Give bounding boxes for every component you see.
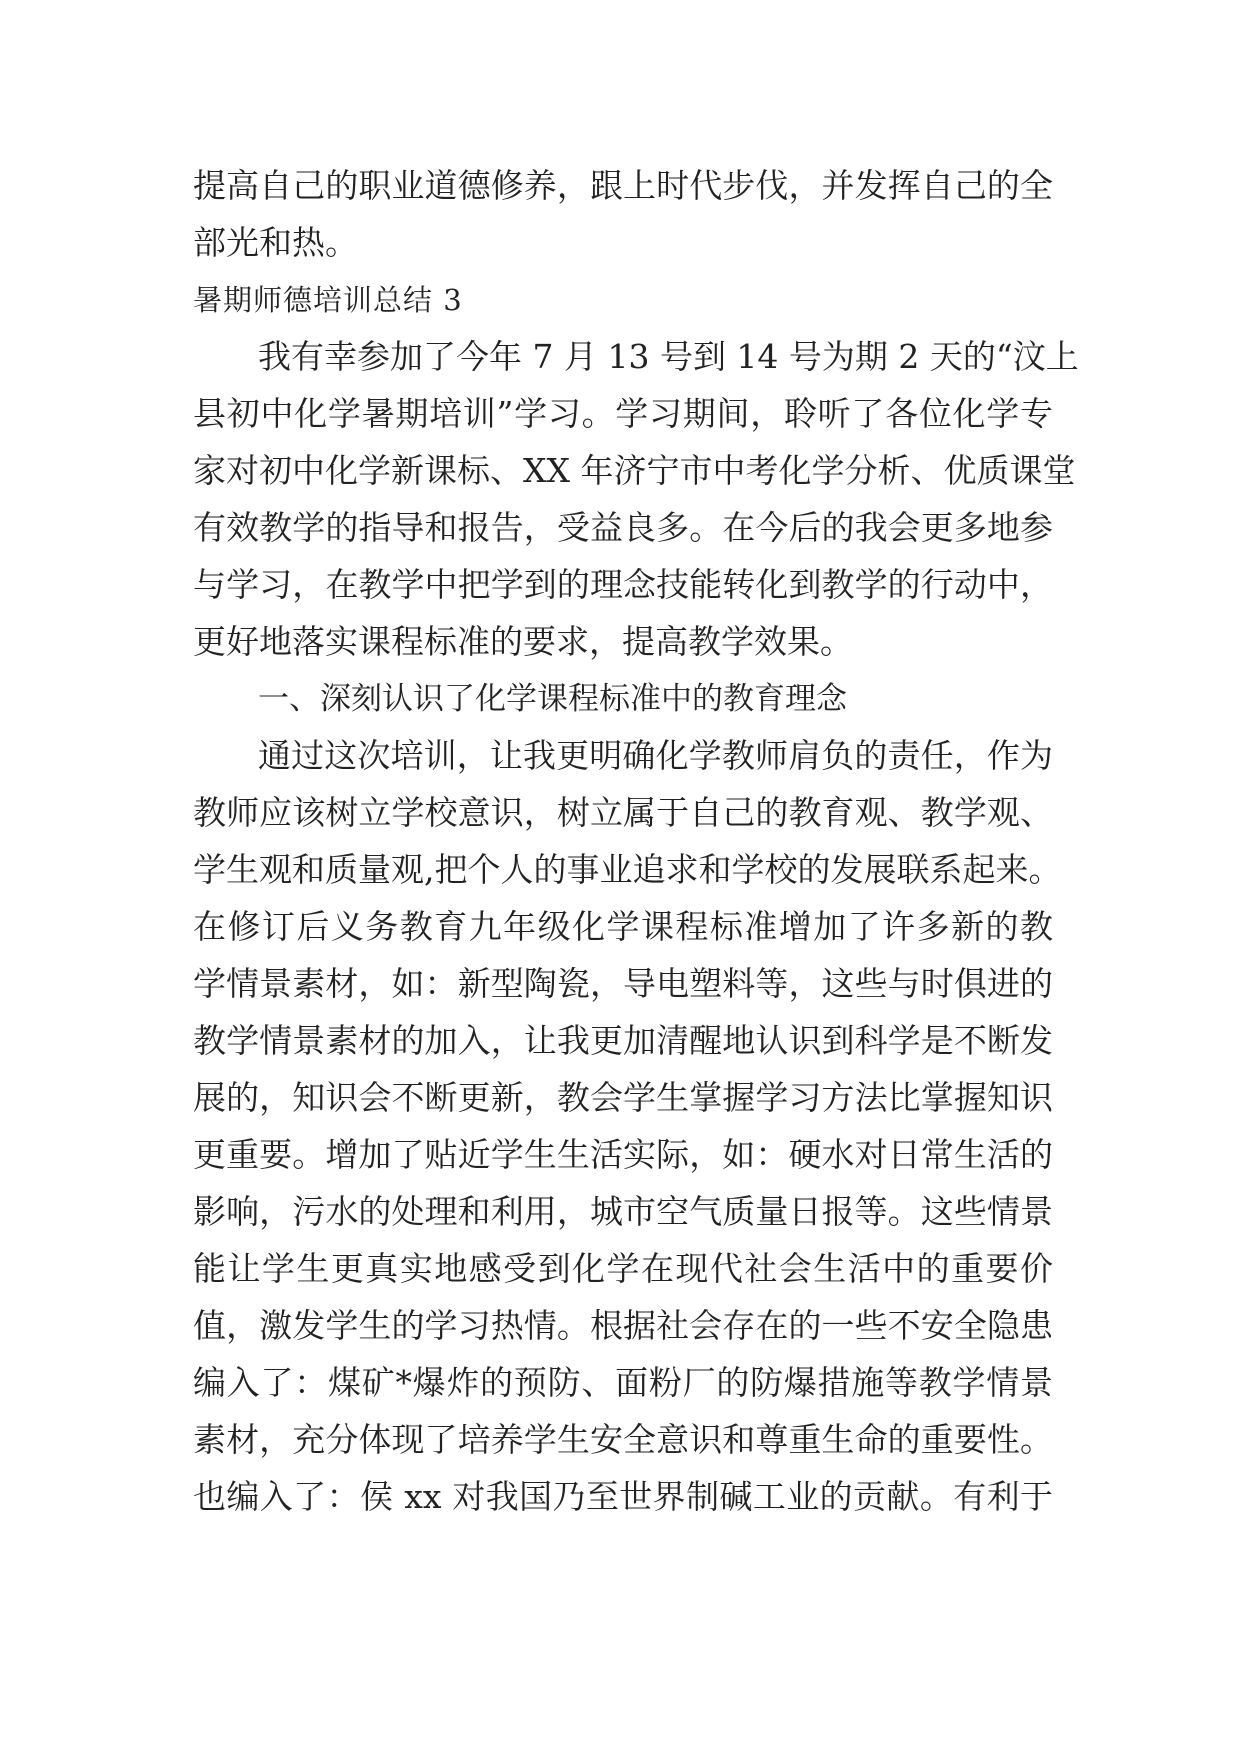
paragraph-line: 家对初中化学新课标、XX 年济宁市中考化学分析、优质课堂 bbox=[193, 451, 1076, 490]
paragraph-line: 有效教学的指导和报告，受益良多。在今后的我会更多地参 bbox=[193, 508, 1053, 547]
paragraph-line: 更重要。增加了贴近学生生活实际，如：硬水对日常生活的 bbox=[193, 1135, 1053, 1174]
paragraph-line: 更好地落实课程标准的要求，提高教学效果。 bbox=[193, 622, 853, 661]
paragraph-line: 值，激发学生的学习热情。根据社会存在的一些不安全隐患 bbox=[193, 1306, 1053, 1345]
paragraph-line: 教学情景素材的加入，让我更加清醒地认识到科学是不断发 bbox=[193, 1021, 1053, 1060]
paragraph-line: 通过这次培训，让我更明确化学教师肩负的责任，作为 bbox=[258, 736, 1053, 775]
paragraph-line: 县初中化学暑期培训”学习。学习期间，聆听了各位化学专 bbox=[193, 394, 1053, 433]
section-title: 暑期师德培训总结 3 bbox=[193, 283, 463, 317]
paragraph-line: 我有幸参加了今年 7 月 13 号到 14 号为期 2 天的“汶上 bbox=[258, 337, 1079, 376]
paragraph-line: 与学习，在教学中把学到的理念技能转化到教学的行动中， bbox=[193, 565, 1053, 604]
paragraph-line: 也编入了：侯 xx 对我国乃至世界制碱工业的贡献。有利于 bbox=[193, 1477, 1053, 1516]
paragraph-line: 教师应该树立学校意识，树立属于自己的教育观、教学观、 bbox=[193, 793, 1053, 832]
paragraph-line: 学情景素材，如：新型陶瓷，导电塑料等，这些与时俱进的 bbox=[193, 964, 1053, 1003]
paragraph-line: 展的，知识会不断更新，教会学生掌握学习方法比掌握知识 bbox=[193, 1078, 1053, 1117]
paragraph-line: 影响，污水的处理和利用，城市空气质量日报等。这些情景 bbox=[193, 1192, 1053, 1231]
paragraph-line: 在修订后义务教育九年级化学课程标准增加了许多新的教 bbox=[193, 907, 1053, 946]
intro-line: 部光和热。 bbox=[193, 223, 358, 262]
paragraph-line: 学生观和质量观,把个人的事业追求和学校的发展联系起来。 bbox=[193, 850, 1062, 889]
paragraph-line: 素材，充分体现了培养学生安全意识和尊重生命的重要性。 bbox=[193, 1420, 1053, 1459]
paragraph-line: 能让学生更真实地感受到化学在现代社会生活中的重要价 bbox=[193, 1249, 1053, 1288]
subheading: 一、深刻认识了化学课程标准中的教育理念 bbox=[258, 681, 847, 717]
paragraph-line: 编入了：煤矿*爆炸的预防、面粉厂的防爆措施等教学情景 bbox=[193, 1363, 1053, 1402]
intro-line: 提高自己的职业道德修养，跟上时代步伐，并发挥自己的全 bbox=[193, 166, 1053, 205]
